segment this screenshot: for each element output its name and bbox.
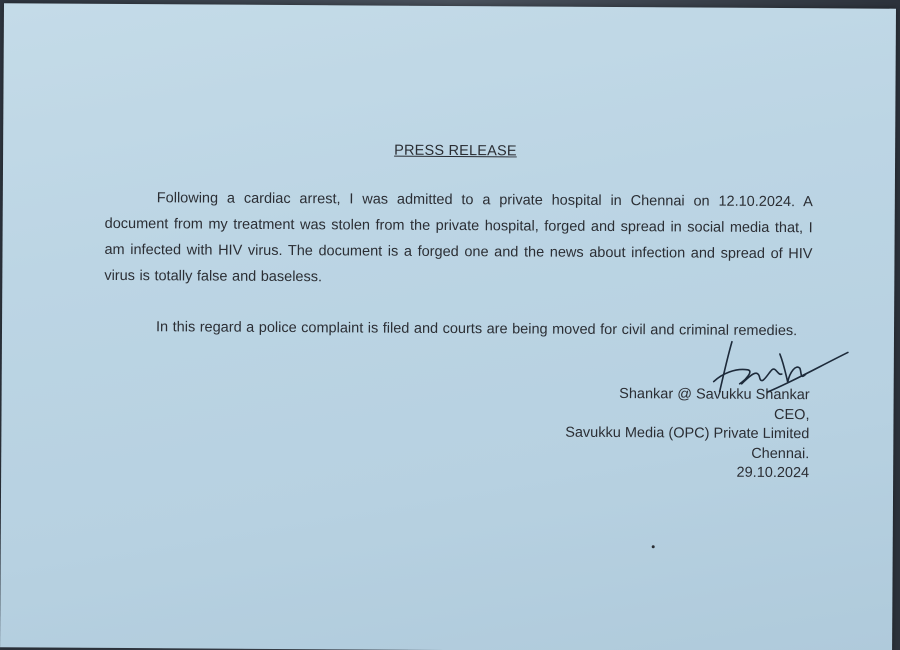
signatory-position: CEO, — [774, 406, 810, 423]
release-date: 29.10.2024 — [736, 464, 810, 482]
press-release-sheet — [0, 3, 896, 650]
paragraph-statement — [104, 185, 813, 293]
paper-speck — [652, 545, 655, 548]
signature-block — [565, 385, 810, 484]
signatory-company: Savukku Media (OPC) Private Limited — [565, 424, 810, 443]
document-title: PRESS RELEASE — [394, 142, 517, 160]
paragraph-statement-text: Following a cardiac arrest, I was admitted to a private hospital in Chennai on 12.10.2024. A document from my treatment was stolen from the private hospital, forged and spread in social media that, I am infected with HIV virus. The document is a forged one and the news about infection and spread of HIV virus is totally false and baseless. — [104, 190, 813, 286]
paragraph-complaint-text: In this regard a police complaint is filed and courts are being moved for civil and criminal remedies. — [155, 319, 798, 340]
signatory-name: Shankar @ Savukku Shankar — [619, 386, 810, 404]
signatory-city: Chennai. — [751, 445, 810, 462]
